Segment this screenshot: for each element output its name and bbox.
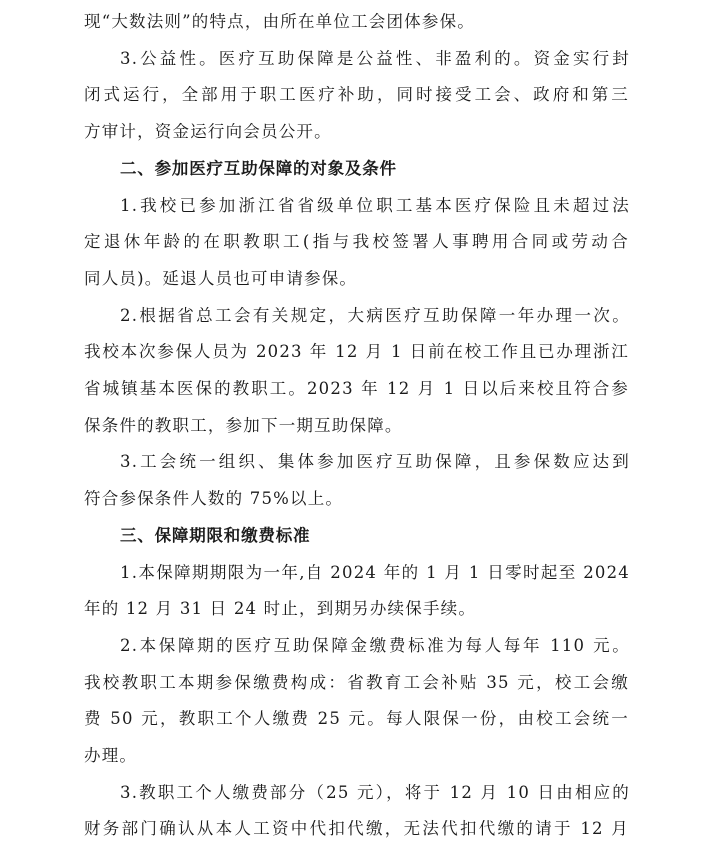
text-line: 2.根据省总工会有关规定，大病医疗互助保障一年办理一次。 <box>120 305 630 325</box>
text-line: 3.工会统一组织、集体参加医疗互助保障，且参保数应达到 <box>120 452 630 472</box>
text-line: 现“大数法则”的特点，由所在单位工会团体参保。 <box>84 12 475 31</box>
section-heading: 三、保障期限和缴费标准 <box>120 525 311 545</box>
text-line: 费 50 元，教职工个人缴费 25 元。每人限保一份，由校工会统一 <box>84 709 629 729</box>
text-line: 1.我校已参加浙江省省级单位职工基本医疗保险且未超过法 <box>120 195 630 215</box>
section-heading: 二、参加医疗互助保障的对象及条件 <box>120 158 397 178</box>
text-line: 方审计，资金运行向会员公开。 <box>84 122 332 142</box>
text-line: 3.公益性。医疗互助保障是公益性、非盈利的。资金实行封 <box>120 48 630 68</box>
text-line: 符合参保条件人数的 75%以上。 <box>84 489 344 509</box>
text-line: 办理。 <box>84 746 138 765</box>
text-line: 3.教职工个人缴费部分（25 元），将于 12 月 10 日由相应的 <box>120 782 630 802</box>
text-line: 省城镇基本医保的教职工。2023 年 12 月 1 日以后来校且符合参 <box>84 379 629 398</box>
text-line: 1.本保障期期限为一年,自 2024 年的 1 月 1 日零时起至 2024 <box>120 562 630 582</box>
text-line: 年的 12 月 31 日 24 时止，到期另办续保手续。 <box>84 599 477 619</box>
text-line: 同人员)。延退人员也可申请参保。 <box>84 268 358 288</box>
text-line: 闭式运行，全部用于职工医疗补助，同时接受工会、政府和第三 <box>84 85 629 105</box>
text-line: 我校教职工本期参保缴费构成：省教育工会补贴 35 元，校工会缴 <box>84 672 629 692</box>
text-line: 保条件的教职工，参加下一期互助保障。 <box>84 415 403 435</box>
text-line: 我校本次参保人员为 2023 年 12 月 1 日前在校工作且已办理浙江 <box>84 342 629 362</box>
text-line: 财务部门确认从本人工资中代扣代缴，无法代扣代缴的请于 12 月 <box>84 819 629 839</box>
text-line: 2.本保障期的医疗互助保障金缴费标准为每人每年 110 元。 <box>120 635 630 655</box>
text-line: 定退休年龄的在职教职工(指与我校签署人事聘用合同或劳动合 <box>84 232 629 252</box>
